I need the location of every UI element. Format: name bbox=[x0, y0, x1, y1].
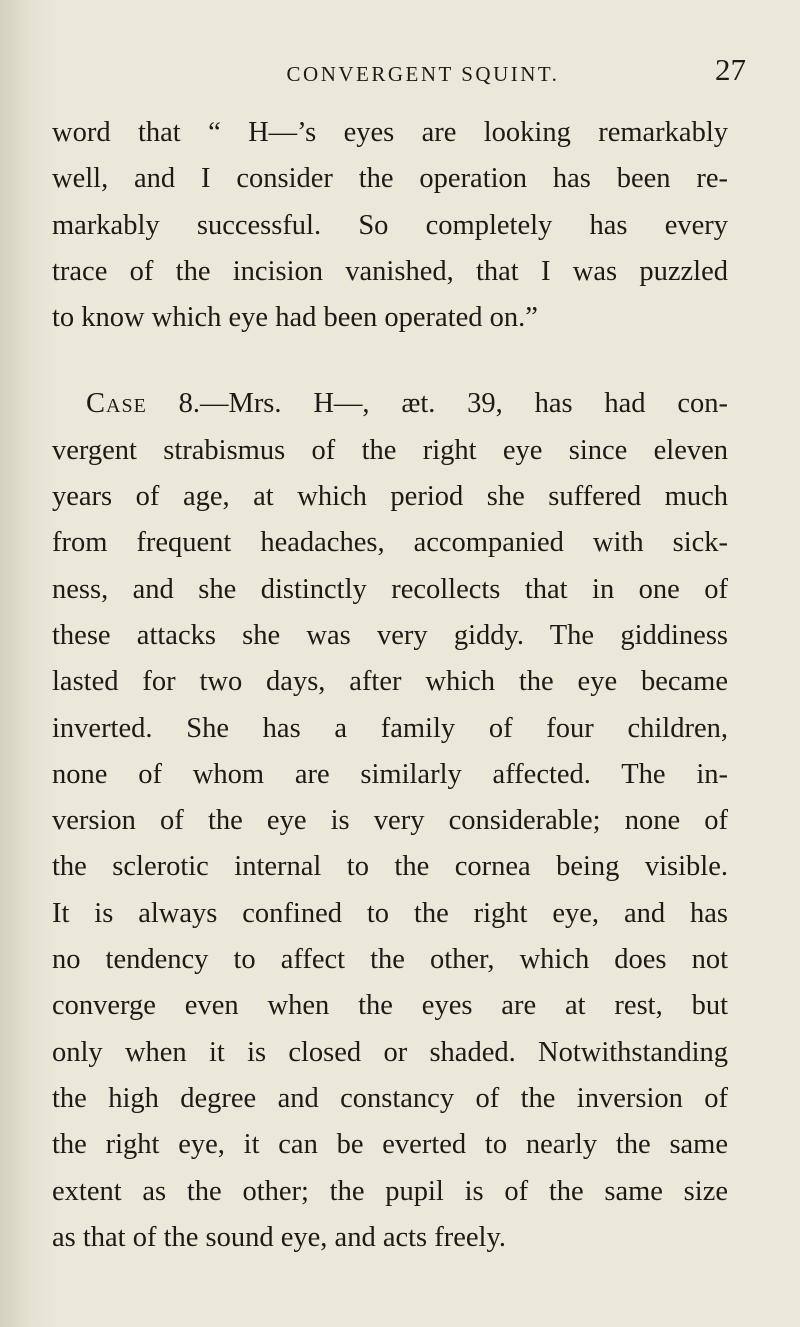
text-line: word that “ H—’s eyes are looking remarkably bbox=[52, 117, 728, 148]
text-line: only when it is closed or shaded. Notwithstanding bbox=[52, 1036, 728, 1068]
paragraph-gap bbox=[52, 341, 728, 381]
text-line: the high degree and constancy of the inversion of bbox=[52, 1082, 728, 1114]
text-line: extent as the other; the pupil is of the same size bbox=[52, 1175, 728, 1207]
text-line: markably successful. So completely has every bbox=[52, 209, 728, 241]
text-line: to know which eye had been operated on.” bbox=[52, 302, 538, 334]
page-number: 27 bbox=[715, 52, 746, 87]
text-line: years of age, at which period she suffered much bbox=[52, 481, 728, 513]
text-line: well, and I consider the operation has been re- bbox=[52, 163, 728, 195]
text-line: from frequent headaches, accompanied with sick- bbox=[52, 527, 728, 559]
running-title: CONVERGENT SQUINT. bbox=[286, 62, 560, 86]
text-line: the sclerotic internal to the cornea being visible. bbox=[52, 851, 728, 883]
text-line: trace of the incision vanished, that I was puzzled bbox=[52, 255, 728, 287]
text-line: as that of the sound eye, and acts freely. bbox=[52, 1221, 506, 1253]
text-line: lasted for two days, after which the eye became bbox=[52, 666, 728, 698]
case-label: Case bbox=[86, 388, 147, 420]
text-line: converge even when the eyes are at rest, but bbox=[52, 990, 728, 1022]
text-line: inverted. She has a family of four children, bbox=[52, 712, 728, 744]
body-text bbox=[52, 110, 728, 1261]
text-line: no tendency to affect the other, which does not bbox=[52, 944, 728, 976]
running-head bbox=[40, 52, 746, 92]
text-line: the right eye, it can be everted to nearly the same bbox=[52, 1129, 728, 1161]
text-line: version of the eye is very considerable; none of bbox=[52, 805, 728, 837]
paragraph-1 bbox=[52, 110, 728, 341]
text-line: vergent strabismus of the right eye since eleven bbox=[52, 434, 728, 466]
text-line: It is always confined to the right eye, and has bbox=[52, 897, 728, 929]
text-line: these attacks she was very giddy. The giddiness bbox=[52, 619, 728, 651]
case-first-line: 8.—Mrs. H—, æt. 39, has had con- bbox=[146, 388, 728, 420]
paragraph-2 bbox=[52, 381, 728, 1261]
text-line: none of whom are similarly affected. The in- bbox=[52, 758, 728, 790]
text-line: ness, and she distinctly recollects that in one of bbox=[52, 573, 728, 605]
text-line-case bbox=[52, 381, 728, 427]
